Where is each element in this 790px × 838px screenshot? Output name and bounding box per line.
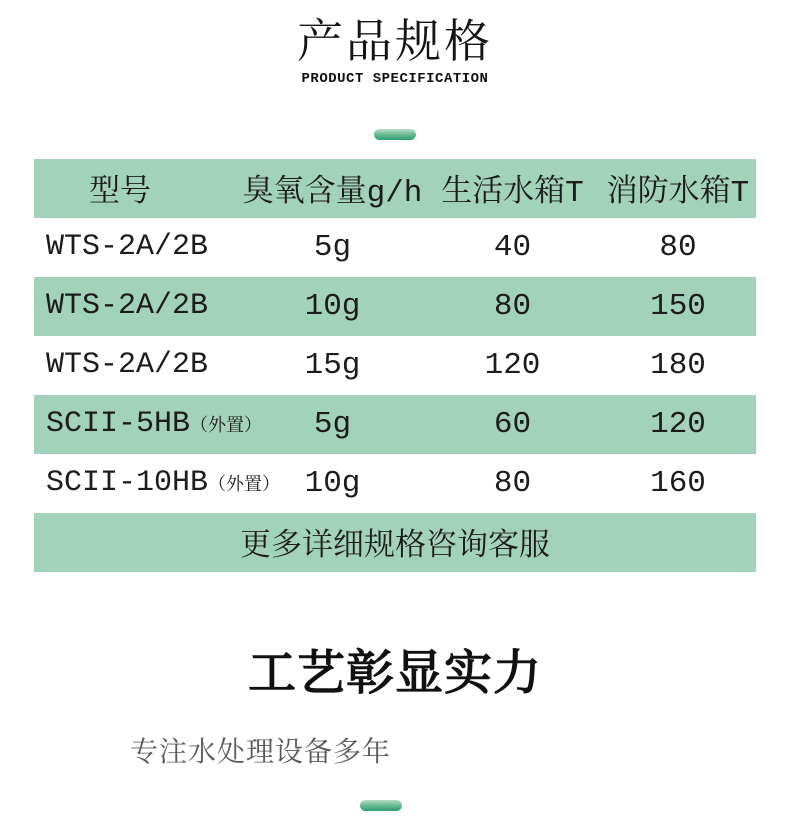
model-note: （外置） bbox=[208, 476, 281, 497]
fire-tank-cell: 180 bbox=[650, 347, 706, 383]
fire-tank-cell: 120 bbox=[600, 395, 756, 454]
fire-tank-cell: 80 bbox=[659, 229, 697, 265]
model-name: WTS-2A/2B bbox=[46, 289, 209, 324]
model-cell bbox=[34, 336, 240, 395]
model-name: WTS-2A/2B bbox=[46, 348, 209, 383]
living-tank-cell: 80 bbox=[425, 277, 600, 336]
header-row bbox=[34, 159, 756, 218]
column-header-ozone-content: 臭氧含量g/h bbox=[240, 159, 425, 218]
table-row bbox=[34, 218, 756, 277]
page-title: 产品规格 bbox=[297, 16, 493, 67]
living-tank-cell: 40 bbox=[493, 229, 532, 265]
page-subtitle: PRODUCT SPECIFICATION bbox=[301, 70, 489, 87]
footer-note: 更多详细规格咨询客服 bbox=[34, 513, 756, 572]
table-row bbox=[34, 277, 756, 336]
model-name: WTS-2A/2B bbox=[46, 230, 209, 265]
section-title: 工艺彰显实力 bbox=[247, 646, 542, 700]
model-cell bbox=[34, 218, 240, 277]
section-divider-bar bbox=[360, 800, 402, 811]
fire-tank-cell: 150 bbox=[600, 277, 756, 336]
model-cell bbox=[34, 395, 263, 454]
table-row bbox=[34, 336, 756, 395]
living-tank-cell: 80 bbox=[493, 465, 532, 501]
header-divider-bar bbox=[374, 129, 416, 140]
spec-table bbox=[34, 159, 756, 572]
model-note: （外置） bbox=[190, 417, 263, 438]
column-header-living-water-tank: 生活水箱T bbox=[425, 159, 600, 218]
model-name: SCII-10HB bbox=[46, 466, 209, 501]
section-tagline: 专注水处理设备多年 bbox=[130, 737, 392, 769]
column-header-model: 型号 bbox=[34, 159, 240, 218]
ozone-cell: 10g bbox=[304, 465, 361, 501]
ozone-cell: 15g bbox=[304, 347, 361, 383]
table-row bbox=[34, 395, 756, 454]
craftsmanship-section bbox=[0, 648, 790, 812]
ozone-cell: 10g bbox=[240, 277, 425, 336]
column-header-fire-water-tank: 消防水箱T bbox=[600, 159, 756, 218]
spec-table-header bbox=[34, 159, 756, 218]
living-tank-cell: 60 bbox=[425, 395, 600, 454]
spec-header bbox=[0, 0, 790, 140]
model-name: SCII-5HB bbox=[46, 407, 191, 442]
table-footer-row bbox=[34, 513, 756, 572]
fire-tank-cell: 160 bbox=[650, 465, 706, 501]
model-cell bbox=[34, 454, 281, 513]
living-tank-cell: 120 bbox=[484, 347, 541, 383]
table-row bbox=[34, 454, 756, 513]
model-cell bbox=[34, 277, 240, 336]
ozone-cell: 5g bbox=[313, 229, 352, 265]
ozone-cell: 5g bbox=[240, 395, 425, 454]
